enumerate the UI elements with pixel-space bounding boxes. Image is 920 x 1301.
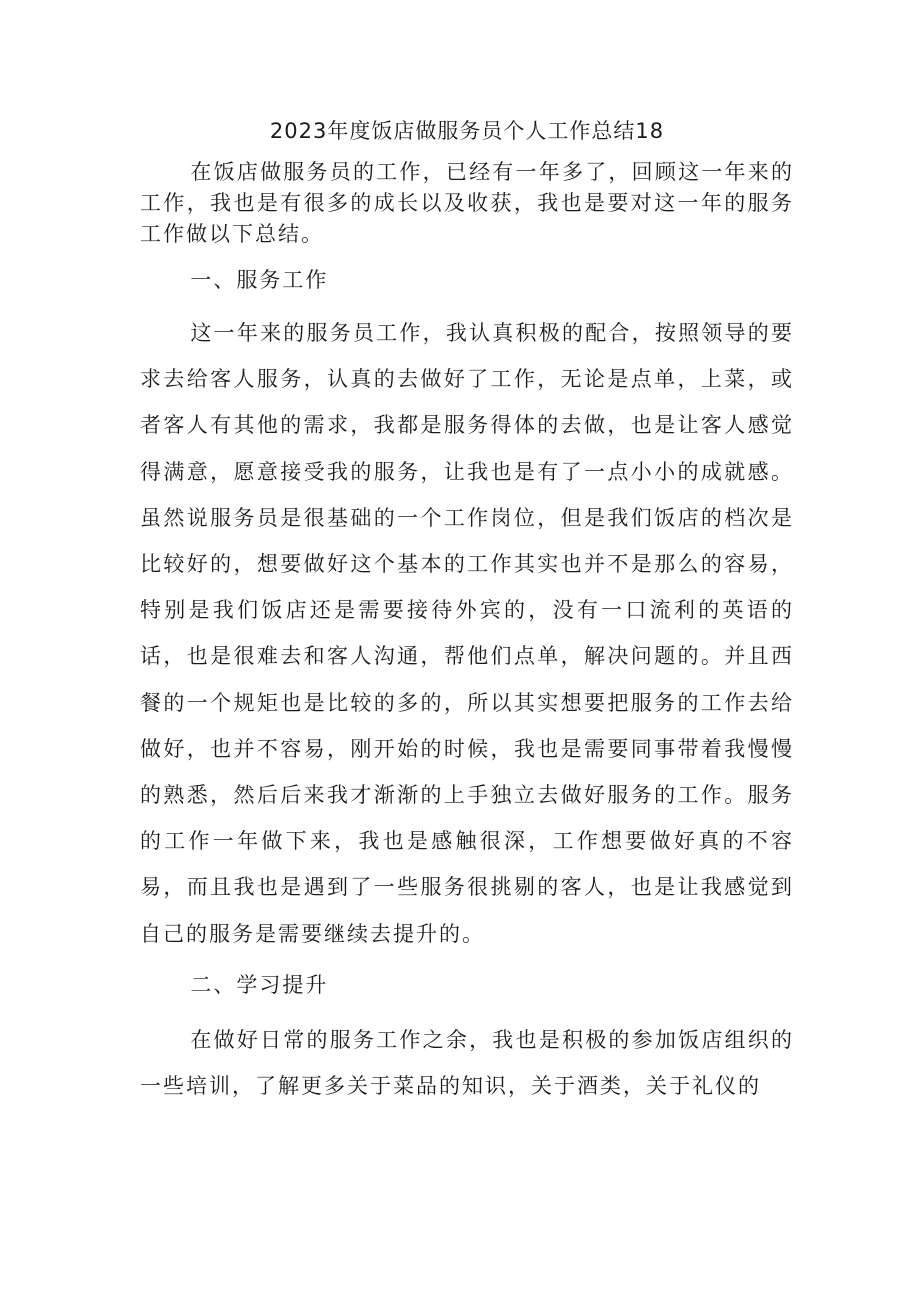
learning-paragraph: 在做好日常的服务工作之余，我也是积极的参加饭店组织的一些培训，了解更多关于菜品的知识，关于酒类，关于礼仪的 [140, 1027, 794, 1099]
intro-paragraph: 在饭店做服务员的工作，已经有一年多了，回顾这一年来的工作，我也是有很多的成长以及收获，我也是要对这一年的服务工作做以下总结。 [140, 160, 794, 246]
section-heading-learning: 二、学习提升 [190, 972, 329, 997]
section-heading-service-work: 一、服务工作 [190, 268, 329, 292]
document-title: 2023年度饭店做服务员个人工作总结18 [269, 119, 665, 143]
service-work-paragraph: 这一年来的服务员工作，我认真积极的配合，按照领导的要求去给客人服务，认真的去做好了工作，无论是点单，上菜，或者客人有其他的需求，我都是服务得体的去做，也是让客人感觉得满意，愿意接受我的服务，让我也是有了一点小小的成就感。虽然说服务员是很基础的一个工作岗位，但是我们饭店的档次是比较好的，想要做好这个基本的工作其实也并不是那么的容易，特别是我们饭店还是需要接待外宾的，没有一口流利的英语的话，也是很难去和客人沟通，帮他们点单，解决问题的。并且西餐的一个规矩也是比较的多的，所以其实想要把服务的工作去给做好，也并不容易，刚开始的时候，我也是需要同事带着我慢慢的熟悉，然后后来我才渐渐的上手独立去做好服务的工作。服务的工作一年做下来，我也是感触很深，工作想要做好真的不容易，而且我也是遇到了一些服务很挑剔的客人，也是让我感觉到自己的服务是需要继续去提升的。 [140, 321, 794, 946]
document-content [140, 115, 794, 1109]
